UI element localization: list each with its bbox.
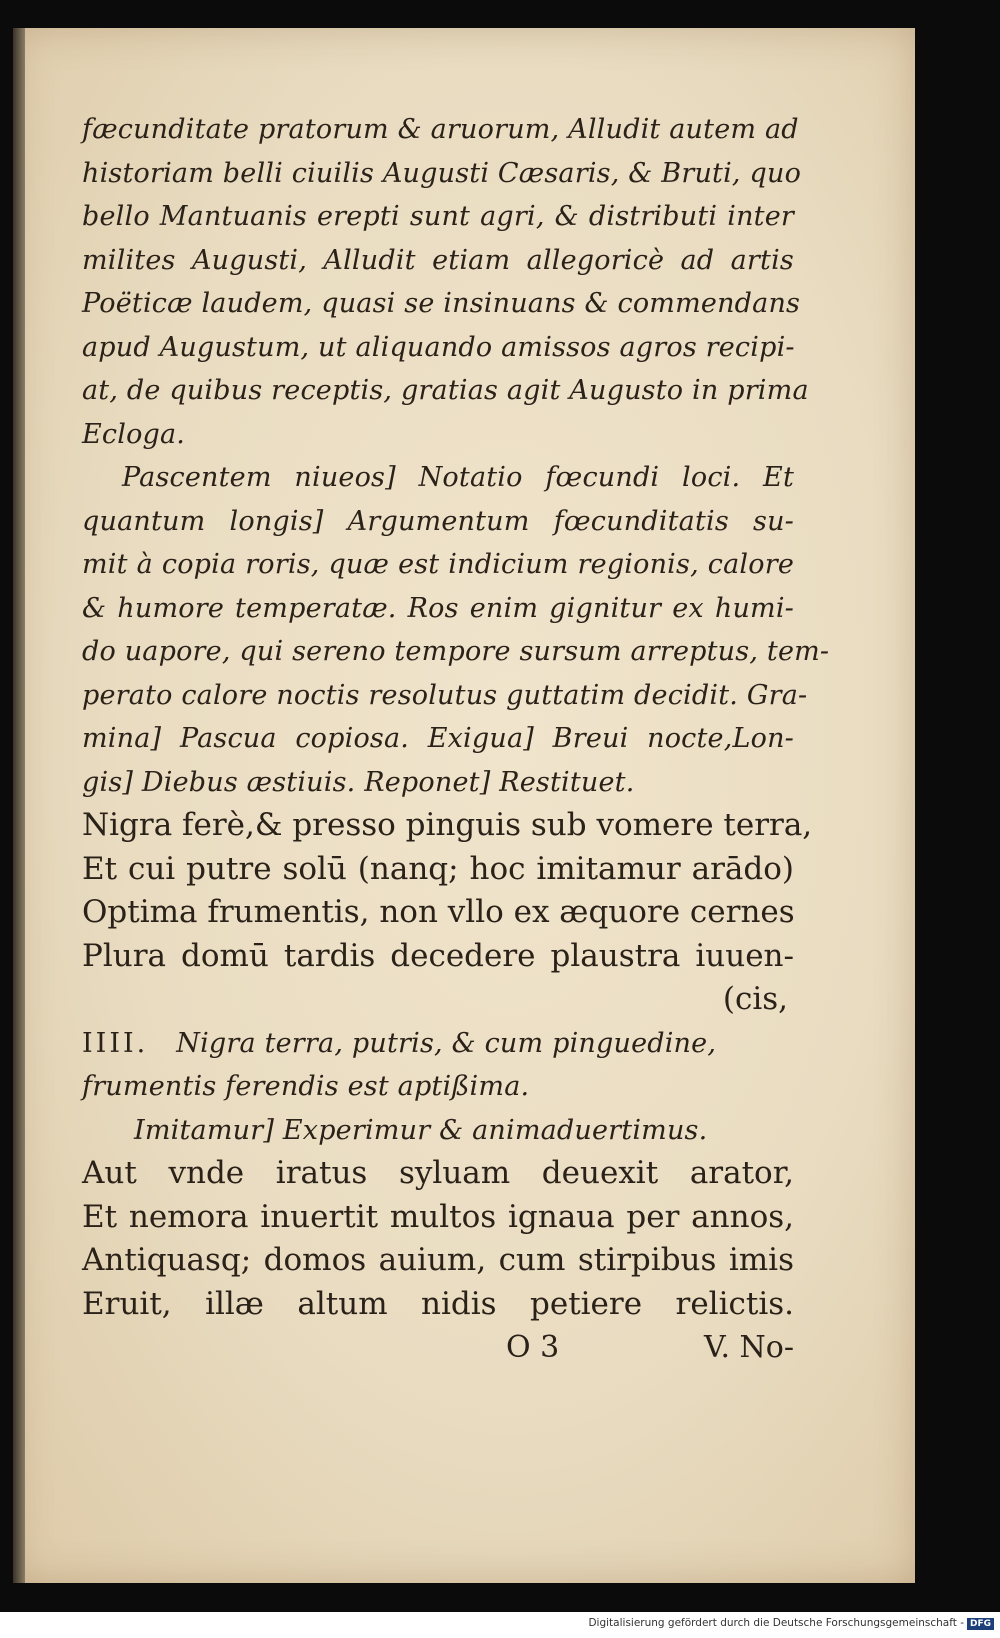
commentary-line: perato calore noctis resolutus guttatim decidit. Gra- [82, 679, 808, 711]
verse-line: Aut vnde iratus syluam deuexit arator, [82, 1155, 794, 1191]
signature-mark: O 3 [506, 1330, 560, 1365]
page-text [82, 108, 830, 1326]
verse-line: Et nemora inuertit multos ignaua per annos, [82, 1198, 794, 1235]
verse-line: Antiquasq; domos auium, cum stirpibus imis [82, 1242, 794, 1278]
credit-text: Digitalisierung gefördert durch die Deutsche Forschungsgemeinschaft - [588, 1617, 964, 1629]
digitization-credit [588, 1617, 994, 1630]
verse-line: Et cui putre solū (nanq; hoc imitamur arādo) [82, 850, 794, 887]
verse-line-turnover: (cis, [722, 981, 788, 1017]
commentary-line: Imitamur] Experimur & animaduertimus. [134, 1114, 708, 1146]
page-foot [82, 1330, 794, 1374]
verse-line: Nigra ferè,& presso pinguis sub vomere terra, [82, 807, 813, 843]
commentary-line: Poëticæ laudem, quasi se insinuans & commendans [82, 288, 801, 319]
commentary-line: do uapore, qui sereno tempore sursum arreptus, tem- [82, 636, 830, 667]
commentary-line: bello Mantuanis erepti sunt agri, & distributi inter [82, 201, 794, 232]
dfg-logo: DFG [967, 1618, 994, 1630]
commentary-line: & humore temperatæ. Ros enim gignitur ex humi- [82, 592, 794, 624]
section-number: IIII. [82, 1027, 149, 1059]
verse-line: Optima frumentis, non vllo ex æquore cernes [82, 894, 795, 930]
verse-line: Plura domū tardis decedere plaustra iuuen- [82, 937, 794, 974]
commentary-line: fæcunditate pratorum & aruorum, Alludit autem ad [82, 114, 799, 145]
commentary-line: at, de quibus receptis, gratias agit Augusto in prima [82, 375, 809, 406]
page-gutter [13, 28, 25, 1583]
commentary-line: mit à copia roris, quæ est indicium regionis, calore [82, 549, 794, 580]
summary-text: Nigra terra, putris, & cum pinguedine, [176, 1027, 717, 1059]
commentary-line: Pascentem niueos] Notatio fœcundi loci. Et [122, 462, 794, 493]
commentary-line: gis] Diebus æstiuis. Reponet] Restituet. [82, 766, 635, 798]
summary-line [82, 1022, 794, 1066]
verse-line: Eruit, illæ altum nidis petiere relictis. [82, 1285, 794, 1322]
summary-line: frumentis ferendis est aptißima. [82, 1071, 530, 1102]
commentary-line: Ecloga. [82, 418, 186, 450]
commentary-line: quantum longis] Argumentum fœcunditatis su- [82, 505, 794, 537]
commentary-line: mina] Pascua copiosa. Exigua] Breui nocte,Lon- [82, 723, 794, 754]
catchword: V. No- [704, 1330, 794, 1365]
commentary-line: milites Augusti, Alludit etiam allegoricè ad artis [82, 244, 794, 276]
commentary-line: historiam belli ciuilis Augusti Cæsaris, & Bruti, quo [82, 157, 802, 189]
commentary-line: apud Augustum, ut aliquando amissos agros recipi- [82, 331, 795, 363]
